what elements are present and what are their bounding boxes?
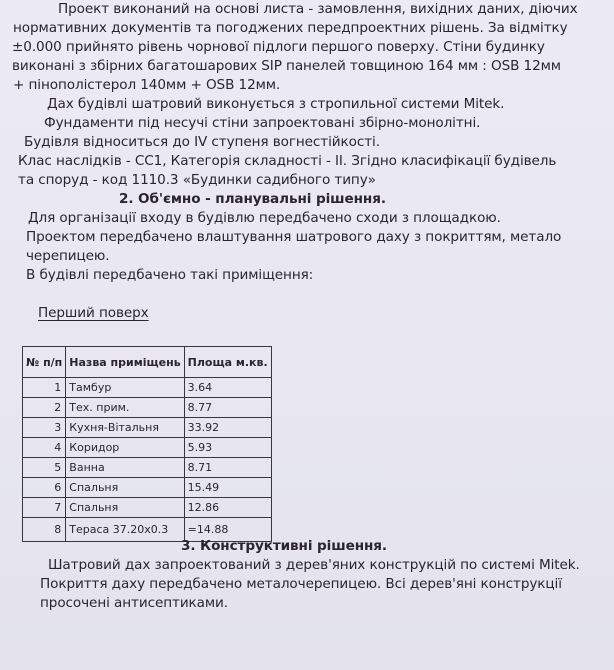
row-number: 6 [23, 478, 66, 498]
text-line-section3-3: просочені антисептиками. [40, 595, 229, 611]
text-line-3: ±0.000 прийнято рівень чорнової підлоги першого поверху. Стіни будинку [12, 39, 545, 55]
table-header-row [23, 347, 272, 378]
room-name: Тамбур [66, 378, 184, 398]
text-line-13: Проектом передбачено влаштування шатрового даху з покриттям, метало [26, 229, 562, 245]
room-name: Тераса 37.20х0.3 [66, 518, 184, 542]
section-3-heading: 3. Конструктивні рішення. [181, 538, 387, 554]
table-row [23, 458, 272, 478]
text-line-6: Дах будівлі шатровий виконується з стропильної системи Mitek. [47, 96, 505, 112]
room-name: Кухня-Вітальня [66, 418, 184, 438]
room-area: 8.71 [184, 458, 271, 478]
room-name: Спальня [66, 498, 184, 518]
column-header-name: Назва приміщень [66, 347, 184, 378]
text-line-1: Проект виконаний на основі листа - замовлення, вихідних даних, діючих [58, 1, 578, 17]
room-name: Спальня [66, 478, 184, 498]
row-number: 1 [23, 378, 66, 398]
room-area: 12.86 [184, 498, 271, 518]
section-2-heading: 2. Об'ємно - планувальні рішення. [119, 191, 386, 207]
text-line-14: черепицею. [26, 248, 110, 264]
row-number: 8 [23, 518, 66, 542]
room-name: Ванна [66, 458, 184, 478]
row-number: 4 [23, 438, 66, 458]
text-line-15: В будівлі передбачено такі приміщення: [26, 267, 314, 283]
row-number: 7 [23, 498, 66, 518]
text-line-8: Будівля відноситься до IV ступеня вогнестійкості. [24, 134, 380, 150]
column-header-number: № п/п [23, 347, 66, 378]
room-area: 5.93 [184, 438, 271, 458]
room-name: Тех. прим. [66, 398, 184, 418]
row-number: 3 [23, 418, 66, 438]
text-line-9: Клас наслідків - СС1, Категорія складності - ІІ. Згідно класифікації будівель [18, 153, 557, 169]
text-line-10: та споруд - код 1110.3 «Будинки садибного типу» [18, 172, 376, 188]
text-line-5: + пінополістерол 140мм + OSB 12мм. [13, 77, 281, 93]
table-row [23, 418, 272, 438]
text-line-7: Фундаменти під несучі стіни запроектовані збірно-монолітні. [44, 115, 481, 131]
table-row [23, 498, 272, 518]
text-line-4: виконані з збірних багатошарових SIP панелей товщиною 164 мм : OSB 12мм [12, 58, 561, 74]
room-area: 3.64 [184, 378, 271, 398]
text-line-section3-2: Покриття даху передбачено металочерепицею. Всі дерев'яні конструкції [40, 576, 562, 592]
table-row [23, 478, 272, 498]
room-area: 33.92 [184, 418, 271, 438]
floor-heading: Перший поверх [38, 305, 149, 321]
table-row [23, 438, 272, 458]
room-area: 15.49 [184, 478, 271, 498]
row-number: 2 [23, 398, 66, 418]
room-area: =14.88 [184, 518, 271, 542]
row-number: 5 [23, 458, 66, 478]
rooms-table [22, 346, 272, 542]
table-row [23, 398, 272, 418]
text-line-section3-1: Шатровий дах запроектований з дерев'яних конструкцій по системі Mitek. [48, 557, 580, 573]
room-area: 8.77 [184, 398, 271, 418]
text-line-12: Для організації входу в будівлю передбачено сходи з площадкою. [28, 210, 501, 226]
column-header-area: Площа м.кв. [184, 347, 271, 378]
text-line-2: нормативних документів та погоджених передпроектних рішень. За відмітку [13, 20, 568, 36]
room-name: Коридор [66, 438, 184, 458]
table-row [23, 378, 272, 398]
